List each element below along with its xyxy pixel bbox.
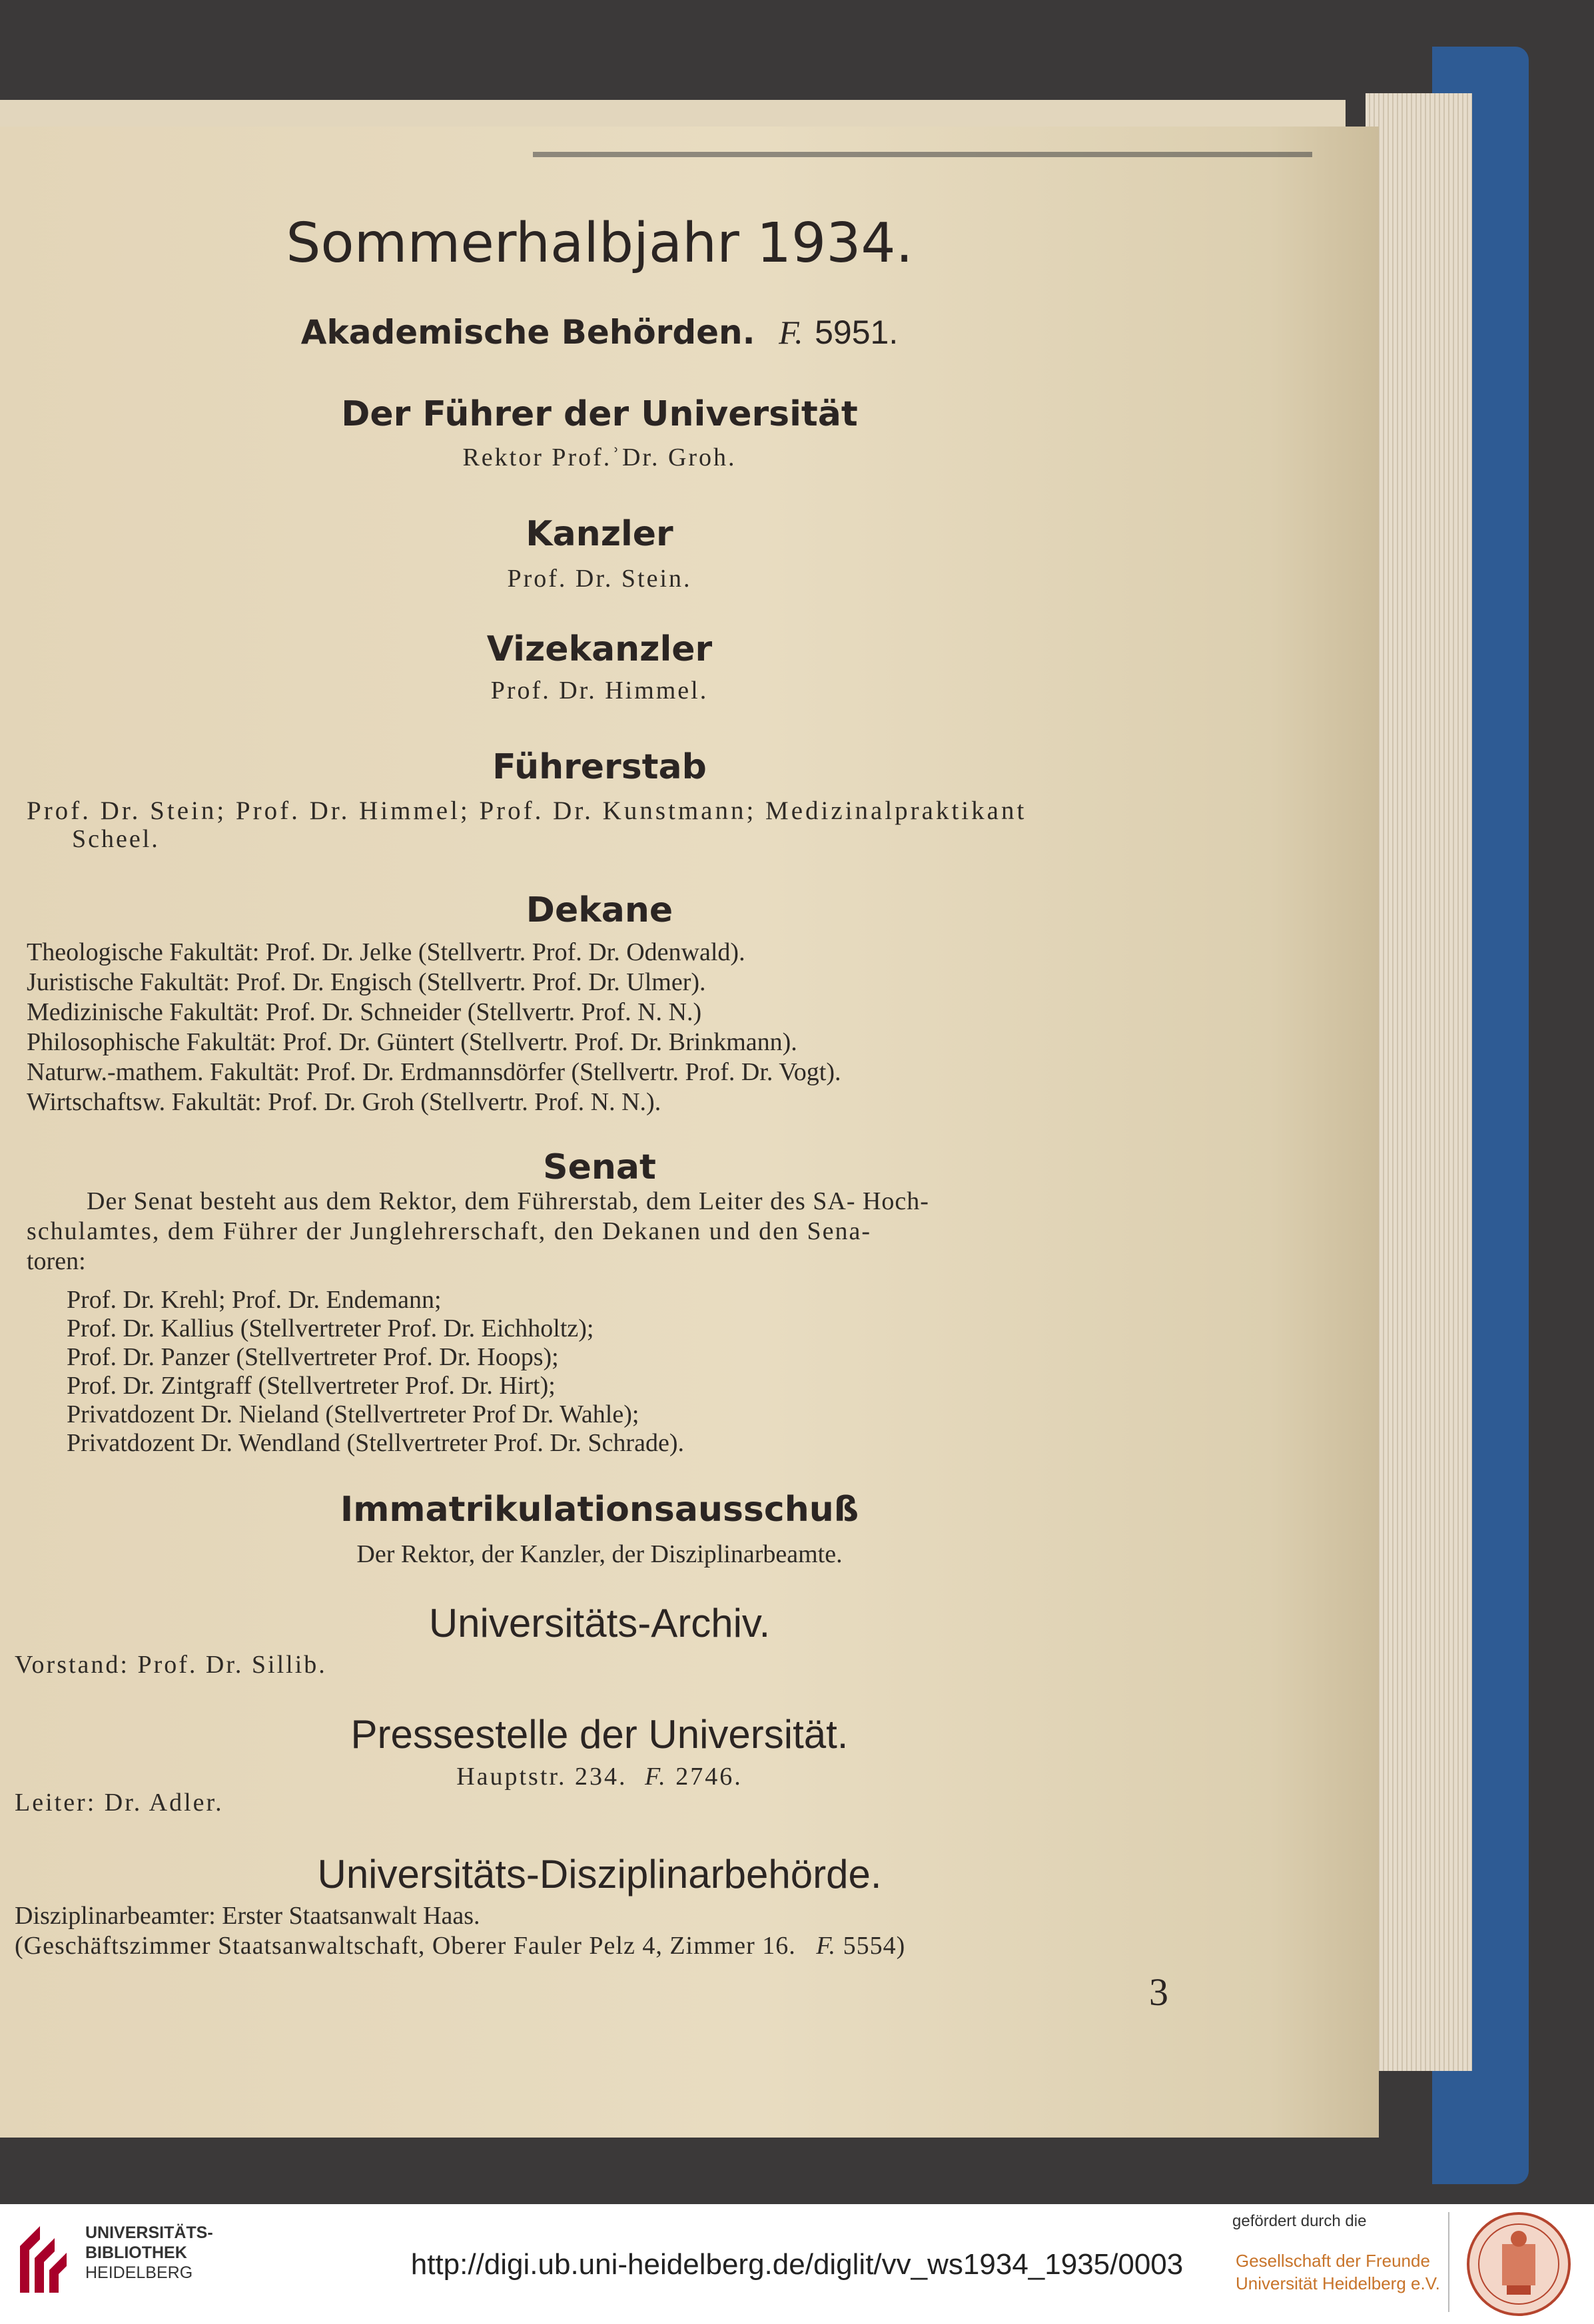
disziplinar-line-2 (15, 1931, 905, 1960)
behoerden-phone: 5951. (815, 314, 899, 351)
sponsor-label: gefördert durch die (1232, 2212, 1367, 2230)
dekane-line-3: Medizinische Fakultät: Prof. Dr. Schneider (Stellvertr. Prof. N. N.) (27, 998, 702, 1026)
university-seal-icon (1465, 2211, 1572, 2317)
disziplinar-line-1: Disziplinarbeamter: Erster Staatsanwalt Haas. (15, 1902, 480, 1930)
sponsor-name-line-1: Gesellschaft der Freunde (1236, 2251, 1430, 2271)
archiv-line: Vorstand: Prof. Dr. Sillib. (15, 1651, 327, 1679)
page-number: 3 (1149, 1970, 1168, 2014)
fuehrer-heading: Der Führer der Universität (341, 394, 858, 434)
footer-divider (1448, 2212, 1449, 2312)
archiv-heading: Universitäts-Archiv. (428, 1601, 771, 1645)
senat-member-6: Privatdozent Dr. Wendland (Stellvertreter Prof. Dr. Schrade). (67, 1429, 684, 1457)
disziplinar-heading: Universitäts-Disziplinarbehörde. (317, 1852, 882, 1896)
library-name-line-2: BIBLIOTHEK (85, 2243, 187, 2262)
pressestelle-line: Leiter: Dr. Adler. (15, 1789, 224, 1817)
dekane-line-5: Naturw.-mathem. Fakultät: Prof. Dr. Erdmannsdörfer (Stellvertr. Prof. Dr. Vogt). (27, 1058, 841, 1086)
immatrikulation-line: Der Rektor, der Kanzler, der Disziplinarbeamte. (356, 1540, 843, 1568)
library-name-line-1: UNIVERSITÄTS- (85, 2223, 213, 2242)
dekane-heading: Dekane (526, 890, 673, 930)
sponsor-name (1236, 2249, 1440, 2295)
disziplinar-line-2-text: (Geschäftszimmer Staatsanwaltschaft, Oberer Fauler Pelz 4, Zimmer 16. (15, 1932, 796, 1960)
pressestelle-address: Hauptstr. 234. (456, 1763, 627, 1791)
library-name-line-3: HEIDELBERG (85, 2263, 193, 2282)
kanzler-line: Prof. Dr. Stein. (507, 565, 692, 593)
senat-member-4: Prof. Dr. Zintgraff (Stellvertreter Prof. Dr. Hirt); (67, 1372, 556, 1400)
dekane-line-4: Philosophische Fakultät: Prof. Dr. Güntert (Stellvertr. Prof. Dr. Brinkmann). (27, 1028, 797, 1056)
senat-intro-3: toren: (27, 1247, 86, 1275)
pressestelle-heading: Pressestelle der Universität. (350, 1712, 849, 1757)
disziplinar-phone-prefix: F. (816, 1932, 837, 1960)
senat-member-3: Prof. Dr. Panzer (Stellvertreter Prof. Dr. Hoops); (67, 1343, 559, 1371)
senat-heading: Senat (543, 1147, 656, 1187)
behoerden-label: Akademische Behörden. (300, 313, 755, 352)
disziplinar-phone: 5554) (843, 1932, 906, 1960)
senat-member-2: Prof. Dr. Kallius (Stellvertreter Prof. Dr. Eichholtz); (67, 1314, 594, 1342)
fuehrerstab-line-1: Prof. Dr. Stein; Prof. Dr. Himmel; Prof. Dr. Kunstmann; Medizinalpraktikant (27, 796, 1027, 825)
behoerden-heading (0, 313, 1199, 352)
dekane-line-1: Theologische Fakultät: Prof. Dr. Jelke (Stellvertr. Prof. Dr. Odenwald). (27, 938, 745, 966)
kanzler-heading: Kanzler (526, 514, 673, 554)
page-title: Sommerhalbjahr 1934. (286, 212, 913, 275)
behoerden-phone-prefix: F. (779, 314, 803, 351)
senat-intro-2: schulamtes, dem Führer der Junglehrerschaft, den Dekanen und den Sena- (27, 1217, 872, 1245)
sponsor-name-line-2: Universität Heidelberg e.V. (1236, 2273, 1440, 2293)
senat-intro-1: Der Senat besteht aus dem Rektor, dem Führerstab, dem Leiter des SA- Hoch- (87, 1187, 929, 1215)
permalink-url[interactable]: http://digi.ub.uni-heidelberg.de/diglit/vv_ws1934_1935/0003 (410, 2248, 1184, 2281)
pressestelle-address-line (0, 1762, 1199, 1791)
dekane-line-6: Wirtschaftsw. Fakultät: Prof. Dr. Groh (Stellvertr. Prof. N. N.). (27, 1088, 661, 1116)
vizekanzler-heading: Vizekanzler (486, 629, 713, 669)
pressestelle-phone-prefix: F. (644, 1763, 667, 1791)
fuehrerstab-heading: Führerstab (492, 747, 707, 787)
immatrikulation-heading: Immatrikulationsausschuß (340, 1490, 859, 1530)
pressestelle-phone: 2746. (675, 1763, 743, 1791)
senat-member-5: Privatdozent Dr. Nieland (Stellvertreter Prof Dr. Wahle); (67, 1400, 639, 1428)
senat-member-1: Prof. Dr. Krehl; Prof. Dr. Endemann; (67, 1286, 442, 1314)
dekane-line-2: Juristische Fakultät: Prof. Dr. Engisch (Stellvertr. Prof. Dr. Ulmer). (27, 968, 706, 996)
vizekanzler-line: Prof. Dr. Himmel. (490, 677, 709, 705)
fuehrerstab-line-2: Scheel. (72, 825, 160, 853)
fuehrer-line: Rektor Prof.ʾDr. Groh. (462, 443, 737, 471)
